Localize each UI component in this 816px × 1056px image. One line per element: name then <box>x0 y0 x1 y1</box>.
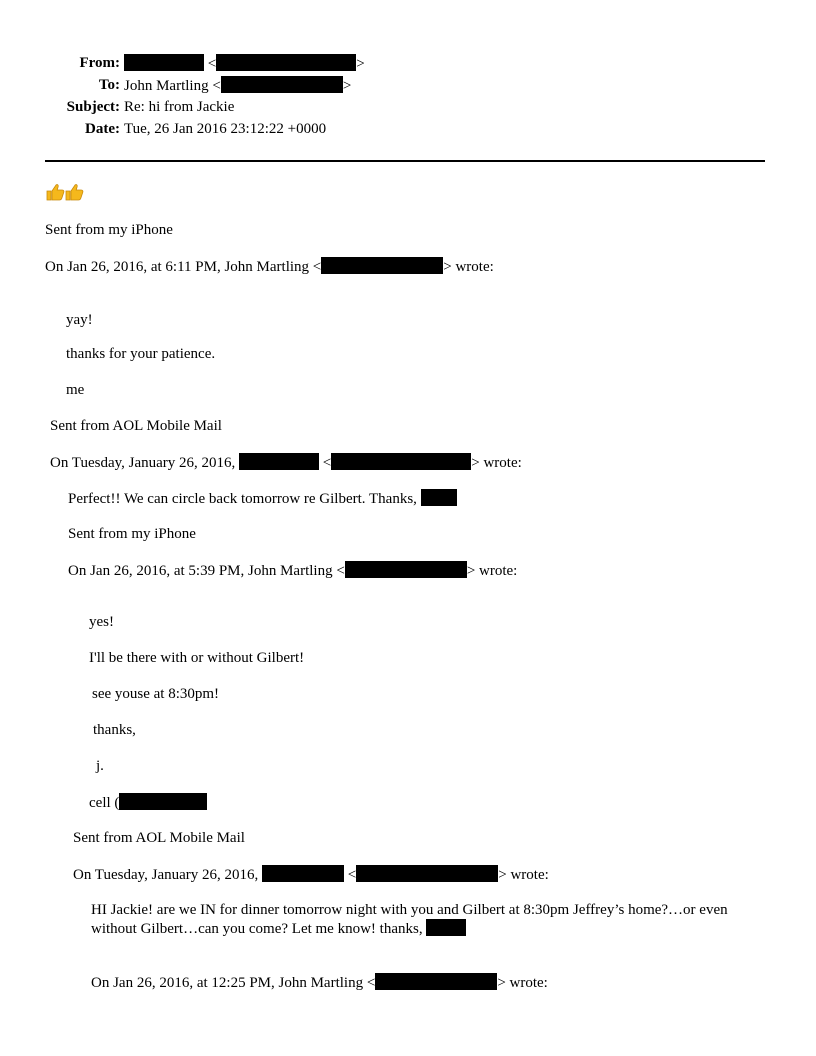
subject-label: Subject: <box>66 99 120 115</box>
wrote-text: wrote: <box>483 455 522 471</box>
message-paragraph-hi-jackie <box>91 901 751 938</box>
quote-attribution-text: On Tuesday, January 26, 2016, <box>50 455 236 471</box>
lt: < <box>366 975 376 991</box>
sent-from-aol-1: Sent from AOL Mobile Mail <box>50 418 222 434</box>
message-line-thanks: thanks, <box>93 722 136 738</box>
to-value <box>124 76 351 95</box>
gt: > <box>497 975 506 991</box>
redacted-to-email <box>221 76 343 93</box>
quote-attribution-text: On Jan 26, 2016, at 12:25 PM, John Martling <box>91 975 364 991</box>
redacted-phone <box>119 793 207 810</box>
redacted-name <box>262 865 344 882</box>
to-name: John Martling <box>124 78 209 94</box>
redacted-email <box>356 865 498 882</box>
message-line-be-there: I'll be there with or without Gilbert! <box>89 650 305 666</box>
perfect-text: Perfect!! We can circle back tomorrow re Gilbert. Thanks, <box>68 491 417 507</box>
lt: < <box>312 259 322 275</box>
subject-value: Re: hi from Jackie <box>124 99 235 115</box>
lt: < <box>347 867 357 883</box>
header-divider <box>45 160 765 162</box>
message-line-cell <box>89 793 207 812</box>
sent-from-iphone-2: Sent from my iPhone <box>68 526 196 542</box>
quote-attribution-3 <box>68 561 517 580</box>
quote-attribution-text: On Jan 26, 2016, at 5:39 PM, John Martling <box>68 563 333 579</box>
quote-attribution-4 <box>73 865 549 884</box>
wrote-text: wrote: <box>479 563 518 579</box>
sent-from-iphone-1: Sent from my iPhone <box>45 222 173 238</box>
sent-from-aol-2: Sent from AOL Mobile Mail <box>73 830 245 846</box>
redacted-signature <box>421 489 457 506</box>
date-label: Date: <box>85 121 120 137</box>
redacted-email <box>321 257 443 274</box>
from-value <box>124 54 365 73</box>
redacted-email <box>375 973 497 990</box>
lt: < <box>322 455 332 471</box>
wrote-text: wrote: <box>455 259 494 275</box>
gt: > <box>498 867 507 883</box>
message-line-yay: yay! <box>66 312 93 328</box>
gt: > <box>443 259 452 275</box>
wrote-text: wrote: <box>509 975 548 991</box>
lt: < <box>212 78 221 94</box>
thumbs-up-emoji <box>45 183 85 206</box>
thumbs-up-icon <box>45 183 85 201</box>
quote-attribution-text: On Jan 26, 2016, at 6:11 PM, John Martling <box>45 259 310 275</box>
quote-attribution-text: On Tuesday, January 26, 2016, <box>73 867 259 883</box>
message-line-j: j. <box>96 758 104 774</box>
gt: > <box>342 78 352 94</box>
hi-jackie-text: HI Jackie! are we IN for dinner tomorrow night with you and Gilbert at 8:30pm Jeffrey’s home?…or even without Gilbert…can you come? Let me know! thanks, <box>91 902 728 937</box>
quote-attribution-2 <box>50 453 522 472</box>
redacted-name <box>239 453 319 470</box>
quote-attribution-5 <box>91 973 548 992</box>
quote-attribution-1 <box>45 257 494 276</box>
cell-text: cell ( <box>89 795 120 811</box>
message-line-see-youse: see youse at 8:30pm! <box>92 686 220 702</box>
redacted-from-name <box>124 54 204 71</box>
lt: < <box>207 56 217 72</box>
lt: < <box>336 563 345 579</box>
gt: > <box>356 56 365 72</box>
redacted-email <box>331 453 471 470</box>
date-value: Tue, 26 Jan 2016 23:12:22 +0000 <box>124 121 327 137</box>
message-line-yes: yes! <box>89 614 114 630</box>
wrote-text: wrote: <box>510 867 549 883</box>
redacted-email <box>345 561 467 578</box>
gt: > <box>466 563 476 579</box>
message-line-me: me <box>66 382 85 398</box>
message-line-thanks-patience: thanks for your patience. <box>66 346 216 362</box>
from-label: From: <box>79 55 120 71</box>
message-line-perfect <box>68 489 457 508</box>
redacted-from-email <box>216 54 356 71</box>
to-label: To: <box>98 77 120 93</box>
gt: > <box>471 455 480 471</box>
redacted-signature <box>426 919 466 936</box>
